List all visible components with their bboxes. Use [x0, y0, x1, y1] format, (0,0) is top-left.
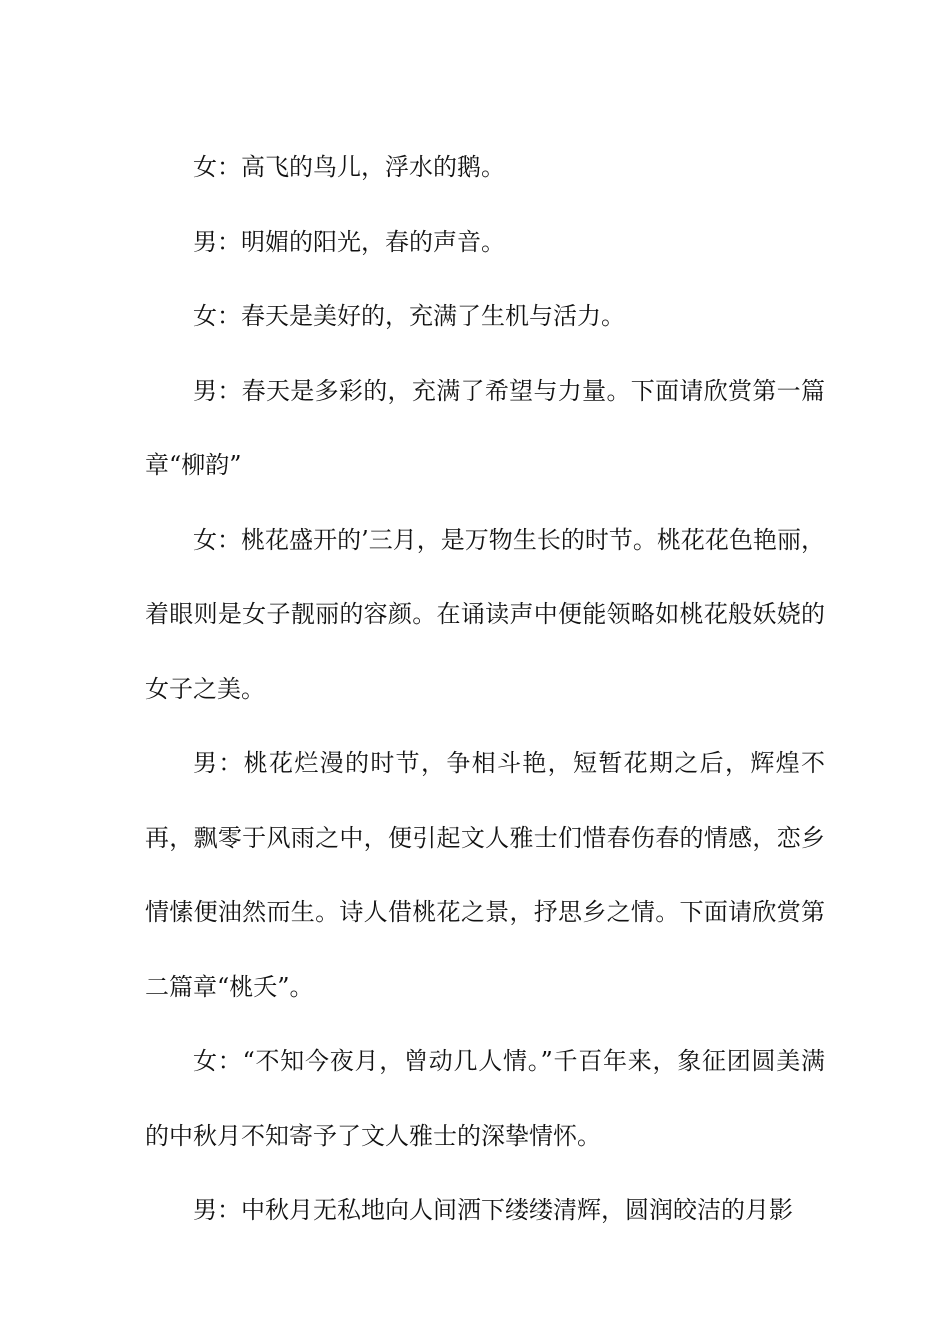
dialogue-paragraph: 男：明媚的阳光，春的声音。 — [193, 227, 505, 256]
dialogue-paragraph: 女：春天是美好的，充满了生机与活力。 — [193, 302, 625, 330]
dialogue-paragraph: 女：桃花盛开的’三月，是万物生长的时节。桃花花色艳丽，着眼则是女子靓丽的容颜。在诵读声中便能领略如桃花般妖娆的女子之美。 — [145, 525, 825, 703]
dialogue-paragraph: 女：“不知今夜月，曾动几人情。”千百年来，象征团圆美满的中秋月不知寄予了文人雅士的深挚情怀。 — [145, 1047, 825, 1150]
document-body — [145, 130, 825, 1248]
dialogue-paragraph: 男：中秋月无私地向人间洒下缕缕清辉，圆润皎洁的月影 — [193, 1196, 793, 1224]
dialogue-paragraph: 男：春天是多彩的，充满了希望与力量。下面请欣赏第一篇章“柳韵” — [145, 376, 825, 479]
dialogue-paragraph: 女：高飞的鸟儿，浮水的鹅。 — [193, 153, 505, 181]
dialogue-paragraph: 男：桃花烂漫的时节，争相斗艳，短暂花期之后，辉煌不再，飘零于风雨之中，便引起文人雅士们惜春伤春的情感，恋乡情愫便油然而生。诗人借桃花之景，抒思乡之情。下面请欣赏第二篇章“桃夭”。 — [145, 749, 825, 1001]
